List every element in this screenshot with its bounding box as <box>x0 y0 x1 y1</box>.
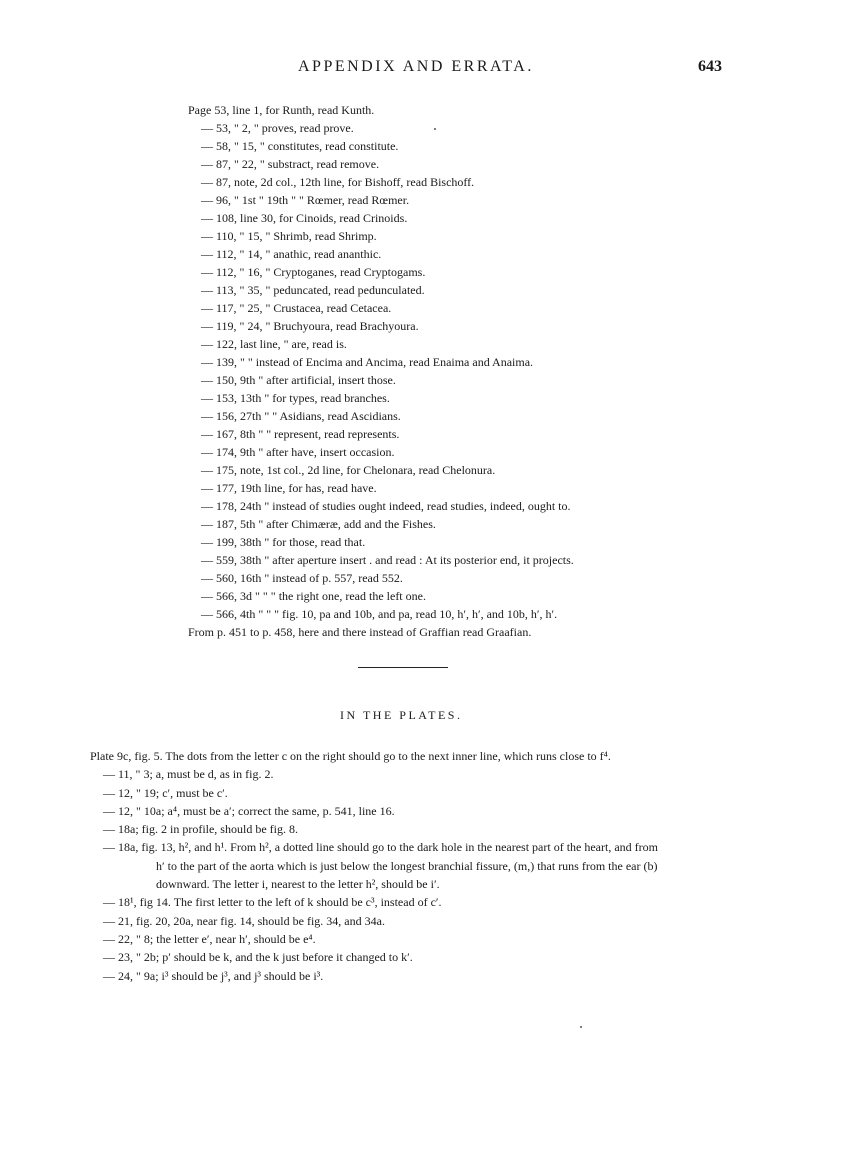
plate-entry-line: — 23, " 2b; p′ should be k, and the k just before it changed to k′. <box>103 950 413 965</box>
errata-entry: — 139, " " instead of Encima and Ancima, read Enaima and Anaima. <box>201 355 534 369</box>
plate-entry-continuation: h′ to the part of the aorta which is just below the longest branchial fissure, (m,) that runs from the ear (b) <box>156 858 658 873</box>
errata-entry: — 113, " 35, " peduncated, read pedunculated. <box>201 283 425 297</box>
section-divider <box>358 667 448 668</box>
plate-entry-continuation: downward. The letter i, nearest to the letter h², should be i′. <box>156 877 440 892</box>
plates-errata-list <box>90 747 730 985</box>
scan-speck <box>434 128 436 130</box>
errata-entry: — 187, 5th " after Chimæræ, add and the Fishes. <box>201 517 436 531</box>
errata-entry: — 117, " 25, " Crustacea, read Cetacea. <box>201 301 392 315</box>
errata-entry: — 150, 9th " after artificial, insert those. <box>201 373 396 387</box>
plate-entry-line: — 24, " 9a; i³ should be j³, and j³ should be i³. <box>103 968 324 983</box>
errata-entry: — 156, 27th " " Asidians, read Ascidians. <box>201 409 401 423</box>
errata-entry: — 174, 9th " after have, insert occasion. <box>201 445 395 459</box>
errata-entry: — 96, " 1st " 19th " " Rœmer, read Rœmer. <box>201 193 410 207</box>
plate-entry <box>90 784 730 802</box>
plate-entry <box>90 930 730 948</box>
plate-entry <box>90 765 730 783</box>
running-header-title: APPENDIX AND ERRATA. <box>298 58 534 75</box>
scan-speck <box>580 1026 582 1028</box>
errata-entry: — 112, " 16, " Cryptoganes, read Cryptogams. <box>201 265 426 279</box>
plate-entry <box>90 948 730 966</box>
plate-entry <box>90 893 730 911</box>
errata-entry: — 199, 38th " for those, read that. <box>201 535 366 549</box>
errata-entry: — 122, last line, " are, read is. <box>201 337 347 351</box>
plate-entry <box>90 820 730 838</box>
plate-entry-line: — 21, fig. 20, 20a, near fig. 14, should be fig. 34, and 34a. <box>103 913 385 928</box>
plate-entry-line: — 12, " 19; c′, must be c′. <box>103 785 228 800</box>
plate-entry <box>90 747 730 765</box>
plate-entry-line: — 22, " 8; the letter e′, near h′, should be e⁴. <box>103 931 316 946</box>
errata-entry: — 153, 13th " for types, read branches. <box>201 391 390 405</box>
plate-entry <box>90 802 730 820</box>
errata-entry: — 53, " 2, " proves, read prove. <box>201 121 354 135</box>
errata-entry: — 566, 4th " " " fig. 10, pa and 10b, and pa, read 10, h′, h′, and 10b, h′, h′. <box>201 607 558 621</box>
errata-general-note: From p. 451 to p. 458, here and there instead of Graffian read Graafian. <box>188 625 532 639</box>
errata-entry: — 178, 24th " instead of studies ought indeed, read studies, indeed, ought to. <box>201 499 571 513</box>
plate-entry <box>90 967 730 985</box>
plate-entry-line: Plate 9c, fig. 5. The dots from the letter c on the right should go to the next inner line, which runs close to f⁴. <box>90 749 611 763</box>
plate-entry-line: — 18a, fig. 13, h², and h¹. From h², a dotted line should go to the dark hole in the nearest part of the heart, and from <box>103 840 658 855</box>
plate-entry <box>90 838 730 893</box>
errata-entry: — 87, note, 2d col., 12th line, for Bishoff, read Bischoff. <box>201 175 475 189</box>
plates-section-heading: IN THE PLATES. <box>340 708 463 722</box>
errata-entry: — 177, 19th line, for has, read have. <box>201 481 377 495</box>
errata-entry: — 167, 8th " " represent, read represents. <box>201 427 400 441</box>
errata-entry: — 119, " 24, " Bruchyoura, read Brachyoura. <box>201 319 419 333</box>
errata-entry: — 58, " 15, " constitutes, read constitute. <box>201 139 399 153</box>
errata-entry: — 108, line 30, for Cinoids, read Crinoids. <box>201 211 408 225</box>
errata-entry: — 559, 38th " after aperture insert . and read : At its posterior end, it projects. <box>201 553 574 567</box>
errata-entry: — 560, 16th " instead of p. 557, read 552. <box>201 571 403 585</box>
page-number: 643 <box>698 58 722 75</box>
errata-entry: — 112, " 14, " anathic, read ananthic. <box>201 247 382 261</box>
plate-entry-line: — 18a; fig. 2 in profile, should be fig. 8. <box>103 822 298 837</box>
errata-entry: Page 53, line 1, for Runth, read Kunth. <box>188 103 375 117</box>
errata-entry: — 110, " 15, " Shrimb, read Shrimp. <box>201 229 377 243</box>
errata-entry: — 566, 3d " " " the right one, read the left one. <box>201 589 426 603</box>
plate-entry-line: — 11, " 3; a, must be d, as in fig. 2. <box>103 767 274 782</box>
errata-entry: — 175, note, 1st col., 2d line, for Chelonara, read Chelonura. <box>201 463 496 477</box>
errata-entry: — 87, " 22, " substract, read remove. <box>201 157 380 171</box>
plate-entry-line: — 12, " 10a; a⁴, must be a′; correct the same, p. 541, line 16. <box>103 803 395 818</box>
plate-entry <box>90 912 730 930</box>
errata-list <box>188 101 748 641</box>
plate-entry-line: — 18¹, fig 14. The first letter to the left of k should be c³, instead of c′. <box>103 895 442 910</box>
